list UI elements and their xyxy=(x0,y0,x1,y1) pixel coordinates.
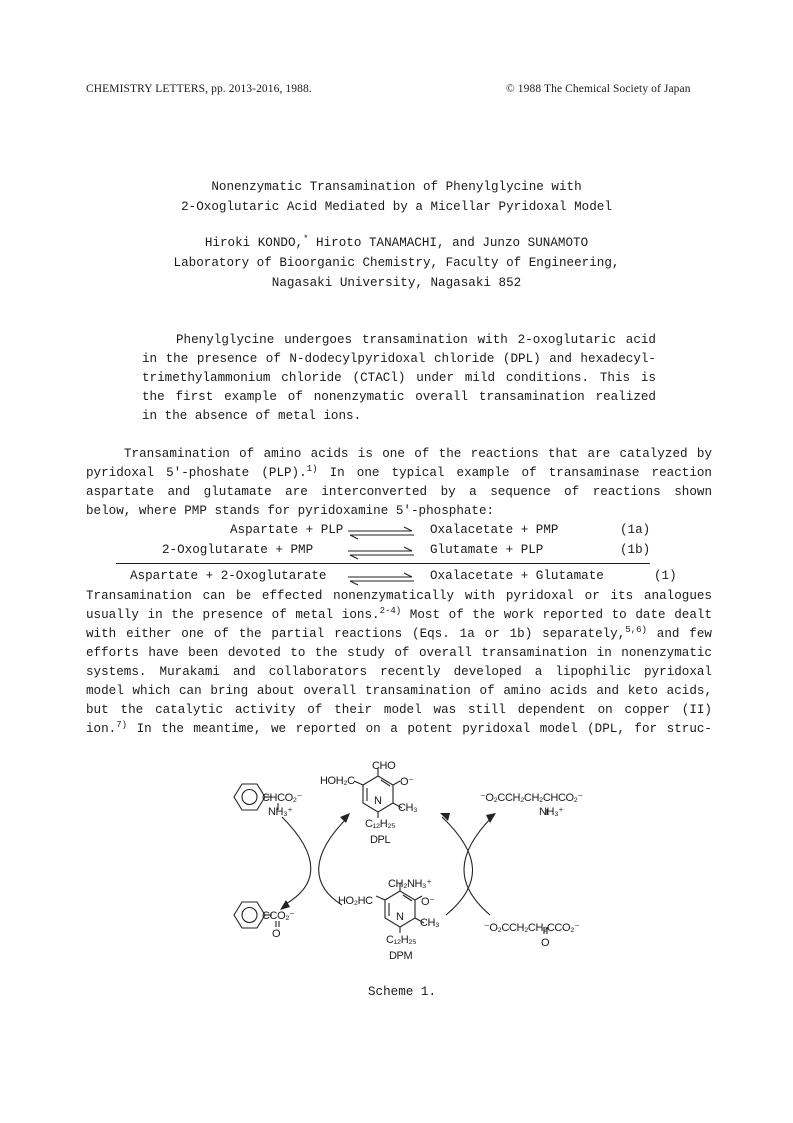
body-line-2 xyxy=(86,466,712,480)
body-line-12 xyxy=(86,722,712,736)
ref-superscript: 7) xyxy=(116,720,128,730)
dpl-nitrogen: N xyxy=(374,795,382,807)
dpm-oxide: O⁻ xyxy=(421,896,435,908)
body-line-3: aspartate and glutamate are interconverted by a sequence of reactions shown xyxy=(86,485,712,499)
benzene-ring-phenylglycine xyxy=(234,784,265,810)
body-line-6 xyxy=(86,608,712,622)
phenylglycine-nh3: NH₃⁺ xyxy=(268,806,293,818)
body-text: In one typical example of transaminase reaction xyxy=(317,466,712,480)
phenylglyoxylate-cco2: CCO₂⁻ xyxy=(262,910,295,922)
body-text: In the meantime, we reported on a potent pyridoxal model (DPL, for struc- xyxy=(127,722,712,736)
eq1b-left: 2-Oxoglutarate + PMP xyxy=(162,543,314,557)
abstract-line-2: in the presence of N-dodecylpyridoxal chloride (DPL) and hexadecyl- xyxy=(142,352,656,366)
body-text: with either one of the partial reactions (Eqs. 1a or 1b) separately, xyxy=(86,627,626,641)
eq1a-left: Aspartate + PLP xyxy=(230,523,344,537)
oxoglutarate-formula: ⁻O₂CCH₂CH₂CCO₂⁻ xyxy=(484,922,580,934)
dpl-oxide: O⁻ xyxy=(400,776,414,788)
body-text: ion. xyxy=(86,722,117,736)
corresponding-star: * xyxy=(303,234,309,244)
dpm-ch3: CH₃ xyxy=(420,917,440,929)
body-line-10: model which can bring about overall transamination of amino acids and keto acids, xyxy=(86,684,712,698)
body-text: usually in the presence of metal ions. xyxy=(86,608,380,622)
benzene-ring-phenylglyoxylate xyxy=(234,902,265,928)
abstract-line-3: trimethylammonium chloride (CTACl) under mild conditions. This is xyxy=(142,371,656,385)
abstract-line-1: Phenylglycine undergoes transamination with 2-oxoglutaric acid xyxy=(176,333,656,347)
journal-header: CHEMISTRY LETTERS, pp. 2013-2016, 1988. xyxy=(86,83,312,95)
author-first: Hiroki KONDO, xyxy=(204,236,304,250)
body-line-4: below, where PMP stands for pyridoxamine 5'-phosphate: xyxy=(86,504,495,518)
body-text: Most of the work reported to date dealt xyxy=(401,608,712,622)
eq1b-right: Glutamate + PLP xyxy=(430,543,544,557)
equilibrium-arrows xyxy=(346,526,416,586)
ref-superscript: 5,6) xyxy=(625,625,647,635)
phenylglyoxylate-oxygen: O xyxy=(272,928,281,940)
ref-superscript: 2-4) xyxy=(379,606,402,616)
body-text: and few xyxy=(646,627,712,641)
author-line xyxy=(0,236,793,250)
dpl-ch3: CH₃ xyxy=(398,802,418,814)
oxoglutarate-oxygen: O xyxy=(541,937,550,949)
ref-superscript: 1) xyxy=(306,464,318,474)
copyright-header: © 1988 The Chemical Society of Japan xyxy=(506,83,691,95)
dpl-c12h25: C₁₂H₂₅ xyxy=(365,818,396,830)
glutamate-formula: ⁻O₂CCH₂CH₂CHCO₂⁻ xyxy=(480,792,583,804)
eq1-left: Aspartate + 2-Oxoglutarate xyxy=(130,569,327,583)
dpl-cho: CHO xyxy=(372,760,396,772)
author-rest: Hiroto TANAMACHI, and Junzo SUNAMOTO xyxy=(308,236,589,250)
abstract-line-4: the first example of nonenzymatic overall transamination realized xyxy=(142,390,656,404)
eq1b-number: (1b) xyxy=(620,543,651,557)
body-line-8: efforts have been devoted to the study of overall transamination in nonenzymatic xyxy=(86,646,712,660)
dpm-c12h25: C₁₂H₂₅ xyxy=(386,934,417,946)
dpl-label: DPL xyxy=(370,834,391,846)
dpm-label: DPM xyxy=(389,950,413,962)
dpm-nitrogen: N xyxy=(396,911,404,923)
paper-title-line-2: 2-Oxoglutaric Acid Mediated by a Micellar Pyridoxal Model xyxy=(181,200,612,214)
body-line-5: Transamination can be effected nonenzymatically with pyridoxal or its analogues xyxy=(86,589,712,603)
body-line-9: systems. Murakami and collaborators recently developed a lipophilic pyridoxal xyxy=(86,665,712,679)
eq1-number: (1) xyxy=(654,569,677,583)
body-text: pyridoxal 5'-phoshate (PLP). xyxy=(86,466,307,480)
eq1a-right: Oxalacetate + PMP xyxy=(430,523,559,537)
dpm-ho2hc: HO₂HC xyxy=(338,895,373,907)
body-line-7 xyxy=(86,627,712,641)
scheme-caption: Scheme 1. xyxy=(368,985,437,999)
abstract-line-5: in the absence of metal ions. xyxy=(142,409,362,423)
eq1-right: Oxalacetate + Glutamate xyxy=(430,569,604,583)
glutamate-nh3: NH₃⁺ xyxy=(539,806,564,818)
dpm-ch2nh3: CH₂NH₃⁺ xyxy=(388,878,432,890)
body-line-1: Transamination of amino acids is one of the reactions that are catalyzed by xyxy=(124,447,712,461)
dpl-hoh2c: HOH₂C xyxy=(320,775,355,787)
eq1a-number: (1a) xyxy=(620,523,651,537)
paper-title-line-1: Nonenzymatic Transamination of Phenylglycine with xyxy=(211,180,582,194)
affiliation-line-2: Nagasaki University, Nagasaki 852 xyxy=(271,276,522,290)
body-line-11: but the catalytic activity of their model was still dependent on copper (II) xyxy=(86,703,712,717)
affiliation-line-1: Laboratory of Bioorganic Chemistry, Faculty of Engineering, xyxy=(173,256,620,270)
phenylglycine-chco2: CHCO₂⁻ xyxy=(262,792,303,804)
